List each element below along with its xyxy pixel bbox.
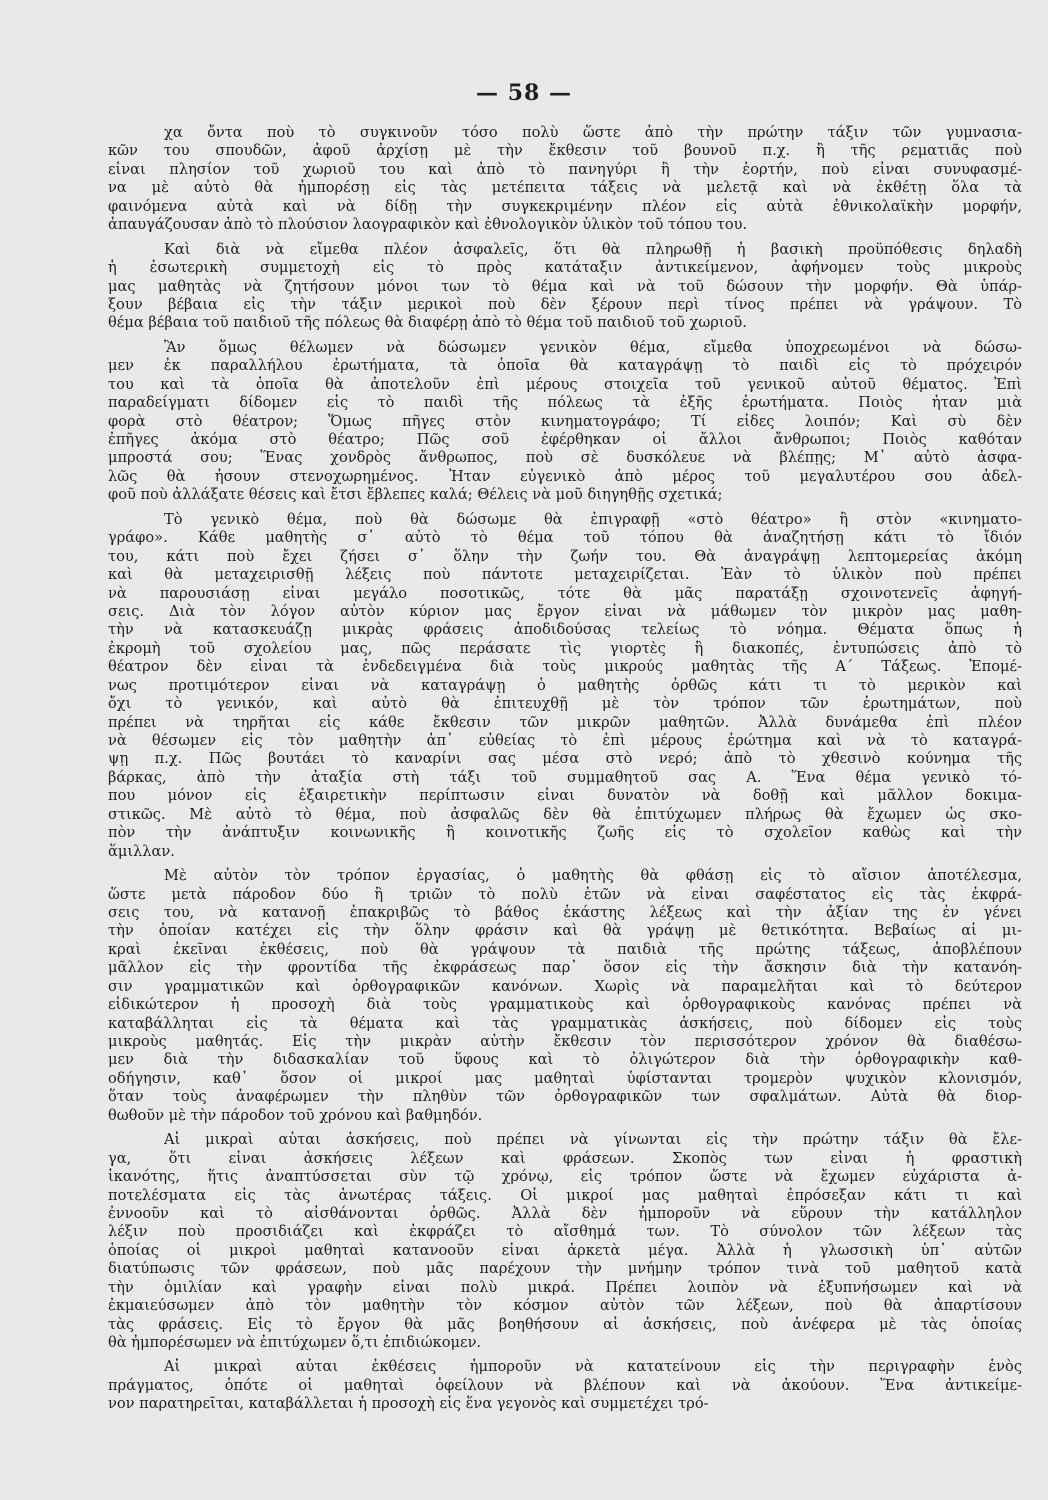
text-line: του καὶ τὰ ὁποῖα θὰ ἀποτελοῦν ἐπὶ μέρους στοιχεῖα τοῦ γενικοῦ αὐτοῦ θέματος. Ἐπὶ (108, 375, 1022, 393)
paragraph (108, 867, 1022, 1125)
paragraph (108, 511, 1022, 861)
text-line: ἐκμαιεύσωμεν ἀπὸ τὸν μαθητὴν τὸν κόσμον αὐτὸν τῶν λέξεων, ποὺ θὰ ἀπαρτίσουν (108, 1297, 1022, 1315)
text-line: θωθοῦν μὲ τὴν πάροδον τοῦ χρόνου καὶ βαθμηδόν. (108, 1106, 483, 1124)
page-body (108, 124, 1022, 1420)
text-line: Μὲ αὐτὸν τὸν τρόπον ἐργασίας, ὁ μαθητὴς θὰ φθάσῃ εἰς τὸ αἴσιον ἀποτέλεσμα, (164, 867, 1022, 885)
text-line: οδήγησιν, καθ᾿ ὅσον οἱ μικροί μας μαθηταὶ ὑφίστανται τρομερὸν ψυχικὸν κλονισμόν, (108, 1069, 1022, 1087)
text-line: ξουν βέβαια εἰς τὴν τάξιν μερικοὶ ποὺ δὲν ξέρουν περὶ τίνος πρέπει νὰ γράψουν. Τὸ (108, 295, 1022, 313)
text-line: ὅταν τοὺς ἀναφέρωμεν τὴν πληθὺν τῶν ὀρθογραφικῶν των σφαλμάτων. Αὐτὰ θὰ διορ- (108, 1088, 1022, 1106)
text-line: πράγματος, ὁπότε οἱ μαθηταὶ ὀφείλουν νὰ βλέπουν καὶ νὰ ἀκούουν. Ἕνα ἀντικείμε- (108, 1376, 1022, 1394)
text-line: σιν γραμματικῶν καὶ ὀρθογραφικῶν κανόνων. Χωρὶς νὰ παραμελῆται καὶ τὸ δεύτερον (108, 977, 1022, 995)
text-line: ποτελέσματα εἰς τὰς ἀνωτέρας τάξεις. Οἱ μικροί μας μαθηταὶ ἐπρόσεξαν κάτι τι καὶ (108, 1186, 1022, 1204)
text-line: τὴν νὰ κατασκευάζῃ μικρὰς φράσεις ἀποδιδούσας τελείως τὸ νόημα. Θέματα ὅπως ἡ (108, 621, 1022, 639)
text-line: μεν ἐκ παραλλήλου ἐρωτήματα, τὰ ὁποῖα θὰ καταγράψῃ τὸ παιδὶ εἰς τὸ πρόχειρόν (108, 357, 1022, 375)
text-line: τὰς φράσεις. Εἰς τὸ ἔργον θὰ μᾶς βοηθήσουν αἱ ἀσκήσεις, ποὺ ἀνέφερα μὲ τὰς ὁποίας (108, 1315, 1022, 1333)
text-line: θέμα βέβαια τοῦ παιδιοῦ τῆς πόλεως θὰ διαφέρῃ ἀπὸ τὸ θέμα τοῦ παιδιοῦ τοῦ χωριοῦ. (108, 314, 747, 332)
text-line: μας μαθητὰς νὰ ζητήσουν μόνοι των τὸ θέμα καὶ νὰ τοῦ δώσουν τὴν μορφήν. Θὰ ὑπάρ- (108, 277, 1022, 295)
paragraph (108, 1358, 1022, 1413)
paragraph (108, 1131, 1022, 1352)
text-line: χα ὄντα ποὺ τὸ συγκινοῦν τόσο πολὺ ὥστε ἀπὸ τὴν πρώτην τάξιν τῶν γυμνασια- (164, 124, 1022, 141)
text-line: καὶ θὰ μεταχειρισθῇ λέξεις ποὺ πάντοτε μεταχειρίζεται. Ἐὰν τὸ ὑλικὸν ποὺ πρέπει (108, 566, 1022, 584)
text-line: μεν διὰ τὴν διδασκαλίαν τοῦ ὕφους καὶ τὸ ὀλιγώτερον διὰ τὴν ὀρθογραφικὴν καθ- (108, 1051, 1022, 1069)
page-number: — 58 — (476, 80, 572, 106)
text-line: ἐκρομὴ τοῦ σχολείου μας, πῶς περάσατε τὶς γιορτὲς ἢ διακοπές, ἐντυπώσεις ἀπὸ τὸ (108, 639, 1022, 657)
paragraph (108, 339, 1022, 505)
text-line: νον παρατηρεῖται, καταβάλλεται ἡ προσοχὴ εἰς ἕνα γεγονὸς καὶ συμμετέχει τρό- (108, 1395, 709, 1413)
text-line: ἅμιλλαν. (108, 842, 175, 860)
text-line: Ἂν ὅμως θέλωμεν νὰ δώσωμεν γενικὸν θέμα, εἴμεθα ὑποχρεωμένοι νὰ δώσω- (164, 338, 1022, 356)
text-line: ἱκανότης, ἥτις ἀναπτύσσεται σὺν τῷ χρόνῳ, εἰς τρόπον ὥστε νὰ ἔχωμεν εὐχάριστα ἀ- (108, 1168, 1022, 1186)
text-line: νως προτιμότερον εἶναι νὰ καταγράψῃ ὁ μαθητὴς ὀρθῶς κάτι τι τὸ μερικὸν καὶ (108, 676, 1022, 694)
text-line: ἐννοοῦν καὶ τὸ αἰσθάνονται ὀρθῶς. Ἀλλὰ δὲν ἠμποροῦν νὰ εὕρουν τὴν κατάλληλον (108, 1204, 1022, 1222)
text-line: σεις του, νὰ κατανοῇ ἐπακριβῶς τὸ βάθος ἑκάστης λέξεως καὶ τὴν ἀξίαν της ἐν γένει (108, 903, 1022, 921)
text-line: εἰδικώτερον ἡ προσοχὴ διὰ τοὺς γραμματικοὺς καὶ ὀρθογραφικοὺς κανόνας πρέπει νὰ (108, 996, 1022, 1014)
text-line: τὴν ὁμιλίαν καὶ γραφὴν εἶναι πολὺ μικρά. Πρέπει λοιπὸν νὰ ἐξυπνήσωμεν καὶ νὰ (108, 1278, 1022, 1296)
text-line: πρέπει νὰ τηρῆται εἰς κάθε ἔκθεσιν τῶν μικρῶν μαθητῶν. Ἀλλὰ δυνάμεθα ἐπὶ πλέον (108, 713, 1022, 731)
text-line: γράφο». Κάθε μαθητὴς σ᾿ αὐτὸ τὸ θέμα τοῦ τόπου θὰ ἀναζητήσῃ κάτι τὸ ἴδιόν (108, 529, 1022, 547)
text-line: νὰ θέσωμεν εἰς τὸν μαθητὴν ἀπ᾿ εὐθείας τὸ ἐπὶ μέρους ἐρώτημα καὶ νὰ τὸ καταγρά- (108, 732, 1022, 749)
text-line: καταβάλληται εἰς τὰ θέματα καὶ τὰς γραμματικὰς ἀσκήσεις, ποὺ δίδομεν εἰς τοὺς (108, 1014, 1022, 1032)
paragraph (108, 124, 1022, 235)
text-line: σεις. Διὰ τὸν λόγον αὐτὸν κύριον μας ἔργον εἶναι νὰ μάθωμεν τὸν μικρὸν μας μαθη- (108, 602, 1022, 620)
text-line: Τὸ γενικὸ θέμα, ποὺ θὰ δώσωμε θὰ ἐπιγραφῇ «στὸ θέατρο» ἢ στὸν «κινηματο- (164, 510, 1022, 528)
text-line: κῶν του σπουδῶν, ἀφοῦ ἀρχίσῃ μὲ τὴν ἔκθεσιν τοῦ βουνοῦ π.χ. ἢ τῆς ρεματιᾶς ποὺ (108, 142, 1022, 160)
text-line: ὁποίας οἱ μικροὶ μαθηταὶ κατανοοῦν εἶναι ἀρκετὰ μέγα. Ἀλλὰ ἡ γλωσσικὴ ὑπ᾿ αὐτῶν (108, 1241, 1022, 1259)
text-line: διατύπωσις τῶν φράσεων, ποὺ μᾶς παρέχουν τὴν μνήμην τρόπον τινὰ τοῦ μαθητοῦ κατὰ (108, 1260, 1022, 1278)
text-line: Αἱ μικραὶ αὗται ἀσκήσεις, ποὺ πρέπει νὰ γίνωνται εἰς τὴν πρώτην τάξιν θὰ ἔλε- (164, 1131, 1022, 1149)
text-line: μικροὺς μαθητάς. Εἰς τὴν μικρὰν αὐτὴν ἔκθεσιν τὸν περισσότερον χρόνον θὰ διαθέσω- (108, 1033, 1022, 1050)
text-line: κραὶ ἐκεῖναι ἐκθέσεις, ποὺ θὰ γράψουν τὰ παιδιὰ τῆς πρώτης τάξεως, ἀποβλέπουν (108, 940, 1022, 958)
text-line: παραδείγματι δίδομεν εἰς τὸ παιδὶ τῆς πόλεως τὰ ἑξῆς ἐρωτήματα. Ποιὸς ἦταν μιὰ (108, 394, 1022, 412)
text-line: λῶς θὰ ἦσουν στενοχωρημένος. Ἦταν εὐγενικὸ ἀπὸ μέρος τοῦ μεγαλυτέρου σου ἀδελ- (108, 467, 1022, 485)
text-line: μπροστά σου; Ἕνας χονδρὸς ἄνθρωπος, ποὺ σὲ δυσκόλευε νὰ βλέπῃς; Μ᾿ αὐτὸ ἀσφα- (108, 449, 1022, 467)
paragraph (108, 241, 1022, 333)
text-line: Αἱ μικραὶ αὗται ἐκθέσεις ἠμποροῦν νὰ κατατείνουν εἰς τὴν περιγραφὴν ἑνὸς (164, 1358, 1022, 1376)
text-line: Καὶ διὰ νὰ εἴμεθα πλέον ἀσφαλεῖς, ὅτι θὰ πληρωθῇ ἡ βασικὴ προϋπόθεσις δηλαδὴ (164, 240, 1022, 258)
text-line: πὸν τὴν ἀνάπτυξιν κοινωνικῆς ἢ κοινοτικῆς ζωῆς εἰς τὸ σχολεῖον καθὼς καὶ τὴν (108, 824, 1022, 842)
text-line: μᾶλλον εἰς τὴν φροντίδα τῆς ἐκφράσεως παρ᾿ ὅσον εἰς τὴν ἄσκησιν διὰ τὴν κατανόη- (108, 959, 1022, 977)
text-line: ψῃ π.χ. Πῶς βουτάει τὸ καναρίνι σας μέσα στὸ νερό; ἀπὸ τὸ χθεσινὸ κούνημα τῆς (108, 750, 1022, 768)
text-line: φοῦ ποὺ ἀλλάξατε θέσεις καὶ ἔτσι ἔβλεπες καλά; Θέλεις νὰ μοῦ διηγηθῇς σχετικά; (108, 486, 723, 504)
text-line: νὰ παρουσιάσῃ εἶναι μεγάλο ποσοτικῶς, τότε θὰ μᾶς παρατάξῃ σχοινοτενεῖς ἀφηγή- (108, 584, 1022, 602)
text-line: που μόνον εἰς ἐξαιρετικὴν περίπτωσιν εἶναι δυνατὸν νὰ δοθῇ καὶ μᾶλλον δοκιμα- (108, 787, 1022, 805)
text-line: λέξιν ποὺ προσιδιάζει καὶ ἐκφράζει τὸ αἴσθημά των. Τὸ σύνολον τῶν λέξεων τὰς (108, 1223, 1022, 1241)
text-line: φαινόμενα αὐτὰ καὶ νὰ δίδῃ τὴν συγκεκριμένην πλέον εἰς αὐτὰ ἐθνικολαϊκὴν μορφήν, (108, 197, 1022, 215)
text-line: να μὲ αὐτὸ θὰ ἠμπορέσῃ εἰς τὰς μετέπειτα τάξεις νὰ μελετᾷ καὶ νὰ ἐκθέτῃ ὅλα τὰ (108, 179, 1022, 197)
text-line: γα, ὅτι εἶναι ἀσκήσεις λέξεων καὶ φράσεων. Σκοπὸς των εἶναι ἡ φραστικὴ (108, 1149, 1022, 1167)
text-line: ἀπαυγάζουσαν ἀπὸ τὸ πλούσιον λαογραφικὸν καὶ ἐθνολογικὸν ὑλικὸν τοῦ τόπου του. (108, 216, 748, 234)
text-line: τὴν ὁποίαν κατέχει εἰς τὴν ὅλην φράσιν καὶ θὰ γράψῃ μὲ θετικότητα. Βεβαίως αἱ μι- (108, 922, 1022, 940)
text-line: εἶναι πλησίον τοῦ χωριοῦ του καὶ ἀπὸ τὸ πανηγύρι ἢ τὴν ἑορτήν, ποὺ εἶναι συνυφασμέ- (108, 160, 1022, 178)
text-line: του, κάτι ποὺ ἔχει ζήσει σ᾿ ὅλην τὴν ζωήν του. Θὰ ἀναγράψῃ λεπτομερείας ἀκόμη (108, 547, 1022, 565)
text-line: ὄχι τὸ γενικόν, καὶ αὐτὸ θὰ ἐπιτευχθῇ μὲ τὸν τρόπον τῶν ἐρωτημάτων, ποὺ (108, 695, 1022, 713)
text-line: ἐπῆγες ἀκόμα στὸ θέατρο; Πῶς σοῦ ἐφέρθηκαν οἱ ἄλλοι ἄνθρωποι; Ποιὸς καθόταν (108, 431, 1022, 448)
text-line: φορὰ στὸ θέατρον; Ὅμως πῆγες στὸν κινηματογράφο; Τί εἶδες λοιπόν; Καὶ σὺ δὲν (108, 412, 1022, 430)
text-line: ἡ ἐσωτερικὴ συμμετοχὴ εἰς τὸ πρὸς κατάταξιν ἀντικείμενον, ἀφήνομεν τοὺς μικροὺς (108, 259, 1022, 277)
text-line: θέατρον δὲν εἶναι τὰ ἐνδεδειγμένα διὰ τοὺς μικρούς μαθητὰς τῆς Α΄ Τάξεως. Ἑπομέ- (108, 658, 1022, 676)
text-line: ὥστε μετὰ πάροδον δύο ἢ τριῶν τὸ πολὺ ἐτῶν νὰ εἶναι σαφέστατος εἰς τὰς ἐκφρά- (108, 885, 1022, 903)
text-line: στικῶς. Μὲ αὐτὸ τὸ θέμα, ποὺ ἀσφαλῶς δὲν θὰ ἐπιτύχωμεν πλήρως θὰ ἔχωμεν ὡς σκο- (108, 805, 1022, 823)
text-line: βάρκας, ἀπὸ τὴν ἀταξία στὴ τάξι τοῦ συμμαθητοῦ σας Α. Ἕνα θέμα γενικὸ τό- (108, 768, 1022, 786)
text-line: θὰ ἠμπορέσωμεν νὰ ἐπιτύχωμεν ὅ,τι ἐπιδιώκομεν. (108, 1334, 482, 1351)
